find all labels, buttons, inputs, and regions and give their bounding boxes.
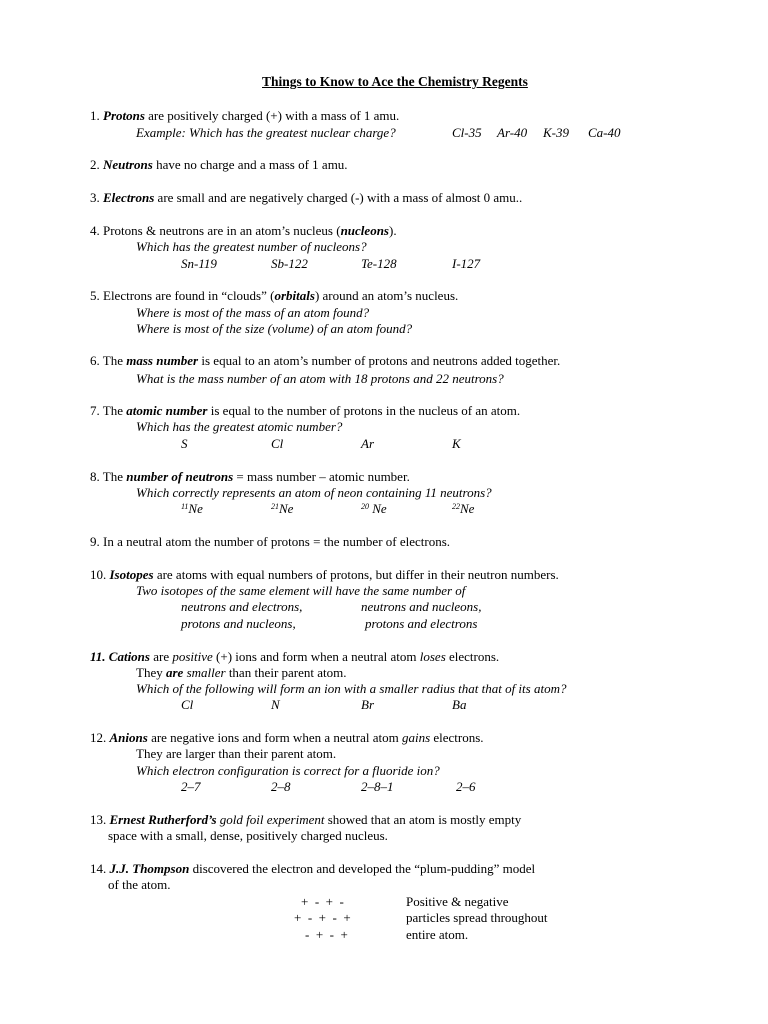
item-1-question: Example: Which has the greatest nuclear charge? [136,125,396,140]
item-7-question: Which has the greatest atomic number? [136,419,343,434]
choice: Ar [361,436,374,451]
choice: I-127 [452,256,481,271]
item-5: 5. Electrons are found in “clouds” (orbitals) around an atom’s nucleus. [90,288,459,303]
choice: protons and electrons [365,616,478,631]
item-6-question: What is the mass number of an atom with 18 protons and 22 neutrons? [136,371,504,386]
choice: 2–7 [181,779,201,794]
item-11-line-2: They are smaller than their parent atom. [136,665,347,680]
plum-pudding-row: + - + - + [294,910,351,925]
page-title: Things to Know to Ace the Chemistry Regents [262,74,528,89]
choice: $^{11}$Ne [181,501,203,516]
choice: Te-128 [361,256,397,271]
item-6: 6. The mass number is equal to an atom’s number of protons and neutrons added together. [90,353,561,368]
item-12: 12. Anions are negative ions and form when a neutral atom gains electrons. [90,730,484,745]
choice: neutrons and electrons, [181,599,303,614]
item-12-question: Which electron configuration is correct for a fluoride ion? [136,763,440,778]
item-13: 13. Ernest Rutherford’s gold foil experiment showed that an atom is mostly empty [90,812,522,827]
diagram-caption: Positive & negative [406,894,509,909]
choice: $^{22}$Ne [452,501,475,516]
choice: Cl [271,436,284,451]
item-11-question: Which of the following will form an ion with a smaller radius that that of its atom? [136,681,567,696]
item-8: 8. The number of neutrons = mass number – atomic number. [90,469,410,484]
choice: Sb-122 [271,256,308,271]
diagram-caption: entire atom. [406,927,469,942]
item-11: 11. Cations are positive (+) ions and form when a neutral atom loses electrons. [90,649,500,664]
item-1: 1. Protons are positively charged (+) with a mass of 1 amu. [90,108,400,123]
plum-pudding-row: - + - + [305,927,348,942]
plum-pudding-row: + - + - [301,894,344,909]
choice: $^{21}$Ne [271,501,294,516]
item-10: 10. Isotopes are atoms with equal numbers of protons, but differ in their neutron numbers. [90,567,559,582]
item-4-question: Which has the greatest number of nucleons? [136,239,367,254]
choice: Cl-35 [452,125,482,140]
choice: S [181,436,188,451]
choice: 2–8–1 [361,779,394,794]
choice: 2–6 [456,779,476,794]
item-5-question: Where is most of the mass of an atom found? [136,305,370,320]
choice: 2–8 [271,779,291,794]
choice: protons and nucleons, [181,616,296,631]
item-9: 9. In a neutral atom the number of protons = the number of electrons. [90,534,451,549]
item-14: 14. J.J. Thompson discovered the electron and developed the “plum-pudding” model [90,861,536,876]
item-13-line-2: space with a small, dense, positively charged nucleus. [108,828,388,843]
item-2: 2. Neutrons have no charge and a mass of 1 amu. [90,157,348,172]
choice: neutrons and nucleons, [361,599,482,614]
item-4: 4. Protons & neutrons are in an atom’s nucleus (nucleons). [90,223,397,238]
choice: Ar-40 [497,125,528,140]
choice: K [452,436,461,451]
item-5-question-2: Where is most of the size (volume) of an atom found? [136,321,413,336]
choice: Ba [452,697,467,712]
choice: $^{20}$ Ne [361,501,387,516]
item-8-question: Which correctly represents an atom of neon containing 11 neutrons? [136,485,492,500]
choice: N [271,697,280,712]
choice: K-39 [543,125,569,140]
item-12-line-2: They are larger than their parent atom. [136,746,337,761]
choice: Br [361,697,374,712]
item-7: 7. The atomic number is equal to the number of protons in the nucleus of an atom. [90,403,521,418]
diagram-caption: particles spread throughout [406,910,548,925]
choice: Cl [181,697,194,712]
choice: Sn-119 [181,256,217,271]
item-10-question: Two isotopes of the same element will have the same number of [136,583,466,598]
item-3: 3. Electrons are small and are negatively charged (-) with a mass of almost 0 amu.. [90,190,523,205]
choice: Ca-40 [588,125,621,140]
item-14-line-2: of the atom. [108,877,171,892]
